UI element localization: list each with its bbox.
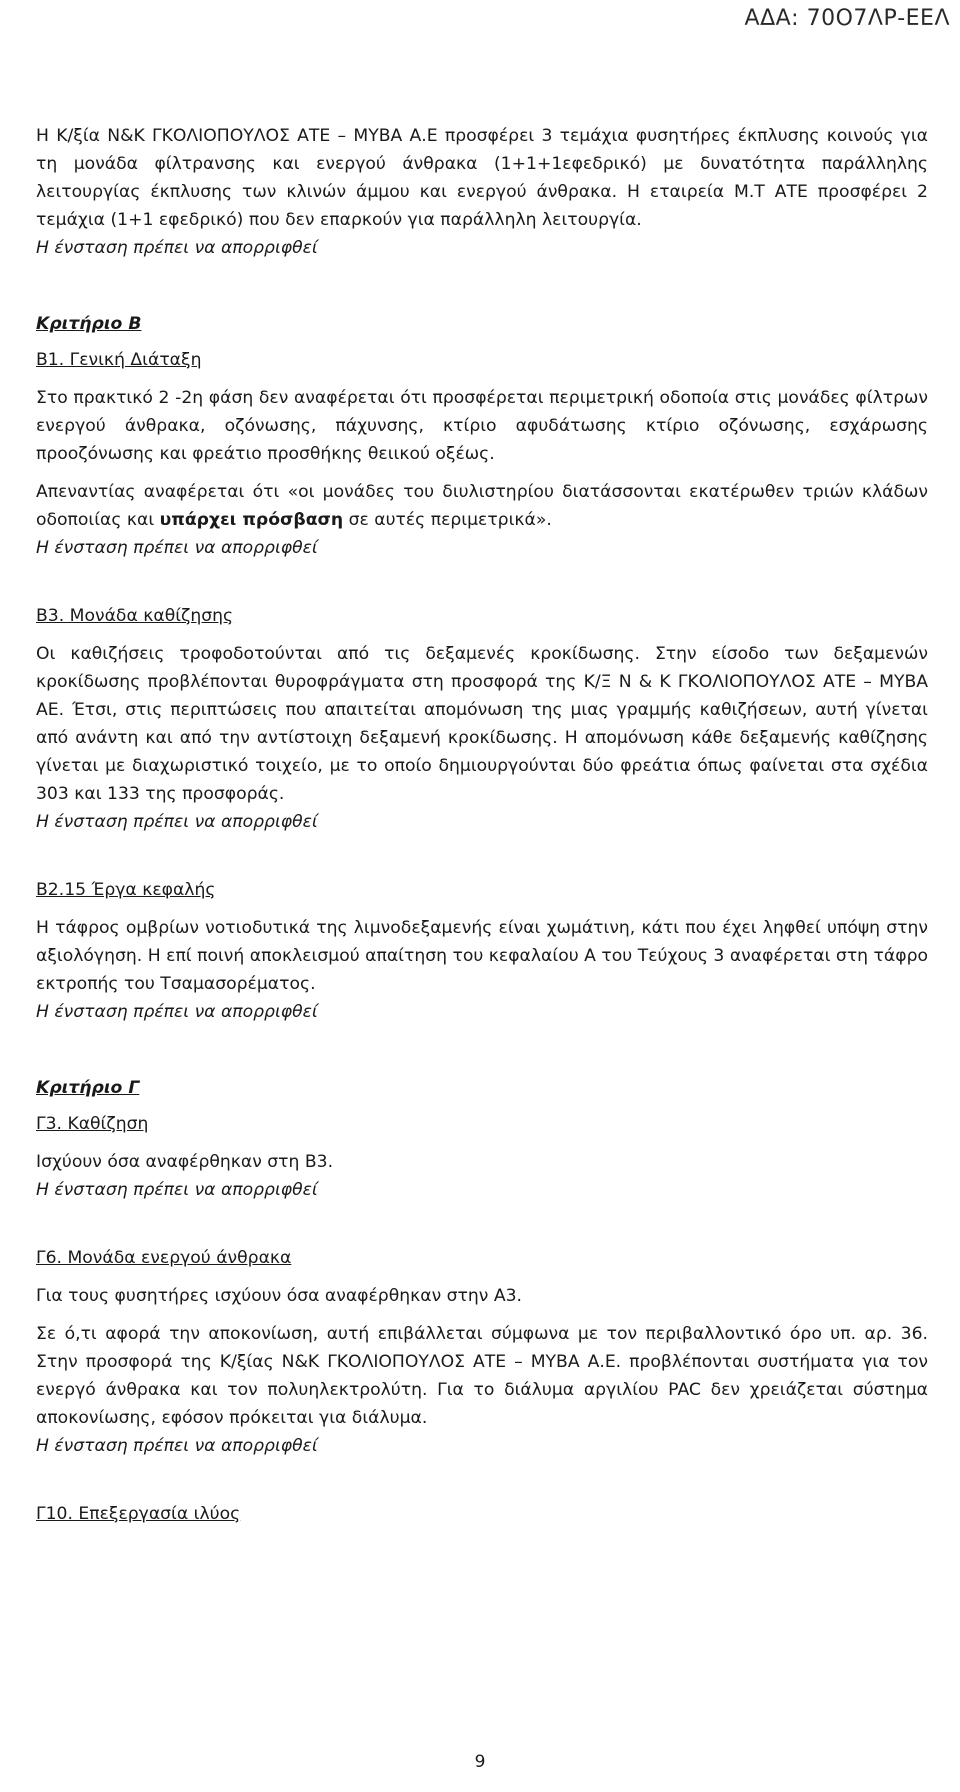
rejection-note: Η ένσταση πρέπει να απορριφθεί — [36, 1180, 318, 1200]
page-number: 9 — [474, 1752, 486, 1772]
section-title-b3: Β3. Μονάδα καθίζησης — [36, 606, 234, 626]
rejection-note: Η ένσταση πρέπει να απορριφθεί — [36, 812, 318, 832]
paragraph-g3: Ισχύουν όσα αναφέρθηκαν στη Β3. — [36, 1152, 334, 1172]
rejection-note: Η ένσταση πρέπει να απορριφθεί — [36, 538, 318, 558]
ada-code: ΑΔΑ: 70Ο7ΛΡ-ΕΕΛ — [744, 6, 950, 31]
section-title-g3: Γ3. Καθίζηση — [36, 1114, 149, 1134]
paragraph-b3: Οι καθιζήσεις τροφοδοτούνται από τις δεξαμενές κροκίδωσης. Στην είσοδο των δεξαμενών κροκίδωσης προβλέπονται θυροφράγματα στη προσφορά της Κ/Ξ Ν & Κ ΓΚΟΛΙΟΠΟΥΛΟΣ ΑΤΕ – ΜΥΒΑ ΑΕ. Έτσι, στις περιπτώσεις που απαιτείται απομόνωση της μιας γραμμής καθιζήσεων, αυτή γίνεται από ανάντη και από την αντίστοιχη δεξαμενή κροκίδωσης. Η απομόνωση κάθε δεξαμενής καθίζησης γίνεται με διαχωριστικό τοιχείο, με το οποίο δημιουργούνται δύο φρεάτια όπως φαίνεται στα σχέδια 303 και 133 της προσφοράς. — [36, 644, 928, 804]
heading-criterion-g: Κριτήριο Γ — [36, 1078, 140, 1098]
paragraph-b1-1: Στο πρακτικό 2 -2η φάση δεν αναφέρεται ότι προσφέρεται περιμετρική οδοποία στις μονάδες φίλτρων ενεργού άνθρακα, οζόνωσης, πάχυνσης, κτίριο αφυδάτωσης κτίριο οζόνωσης, εσχάρωσης προοζόνωσης και φρεάτιο προσθήκης θειικού οξέως. — [36, 388, 928, 464]
rejection-note: Η ένσταση πρέπει να απορριφθεί — [36, 1436, 318, 1456]
paragraph-blowers: Η Κ/ξία Ν&Κ ΓΚΟΛΙΟΠΟΥΛΟΣ ΑΤΕ – ΜΥΒΑ Α.Ε προσφέρει 3 τεμάχια φυσητήρες έκπλυσης κοινούς για τη μονάδα φίλτρανσης και ενεργού άνθρακα (1+1+1εφεδρικό) με δυνατότητα παράλληλης λειτουργίας έκπλυσης των κλινών άμμου και ενεργού άνθρακα. Η εταιρεία Μ.Τ ΑΤΕ προσφέρει 2 τεμάχια (1+1 εφεδρικό) που δεν επαρκούν για παράλληλη λειτουργία. — [36, 126, 928, 230]
paragraph-b1-2-bold: υπάρχει πρόσβαση — [159, 510, 344, 530]
section-title-g10: Γ10. Επεξεργασία ιλύος — [36, 1504, 241, 1524]
paragraph-b1-2-text-c: σε αυτές περιμετρικά». — [343, 510, 552, 530]
paragraph-b1-2 — [36, 478, 928, 534]
paragraph-b1-2-text-a: Απεναντίας αναφέρεται ότι «οι μονάδες του διυλιστηρίου διατάσσονται εκατέρωθεν τριών κλάδων οδοποιίας και — [36, 482, 928, 530]
paragraph-g6-2: Σε ό,τι αφορά την αποκονίωση, αυτή επιβάλλεται σύμφωνα με τον περιβαλλοντικό όρο υπ. αρ. 36. Στην προσφορά της Κ/ξίας Ν&Κ ΓΚΟΛΙΟΠΟΥΛΟΣ ΑΤΕ – ΜΥΒΑ Α.Ε. προβλέπονται συστήματα για τον ενεργό άνθρακα και τον πολυηλεκτρολύτη. Για το διάλυμα αργιλίου PAC δεν χρειάζεται σύστημα αποκονίωσης, εφόσον πρόκειται για διάλυμα. — [36, 1324, 928, 1428]
rejection-note: Η ένσταση πρέπει να απορριφθεί — [36, 238, 318, 258]
section-title-b215: Β2.15 Έργα κεφαλής — [36, 880, 216, 900]
rejection-note: Η ένσταση πρέπει να απορριφθεί — [36, 1002, 318, 1022]
section-title-b1: Β1. Γενική Διάταξη — [36, 350, 202, 370]
section-title-g6: Γ6. Μονάδα ενεργού άνθρακα — [36, 1248, 292, 1268]
paragraph-g6-1: Για τους φυσητήρες ισχύουν όσα αναφέρθηκαν στην Α3. — [36, 1286, 523, 1306]
document-body — [36, 122, 928, 1528]
heading-criterion-b: Κριτήριο Β — [36, 314, 142, 334]
paragraph-b215: Η τάφρος ομβρίων νοτιοδυτικά της λιμνοδεξαμενής είναι χωμάτινη, κάτι που έχει ληφθεί υπόψη στην αξιολόγηση. Η επί ποινή αποκλεισμού απαίτηση του κεφαλαίου Α του Τεύχους 3 αναφέρεται στη τάφρο εκτροπής του Τσαμασορέματος. — [36, 918, 928, 994]
